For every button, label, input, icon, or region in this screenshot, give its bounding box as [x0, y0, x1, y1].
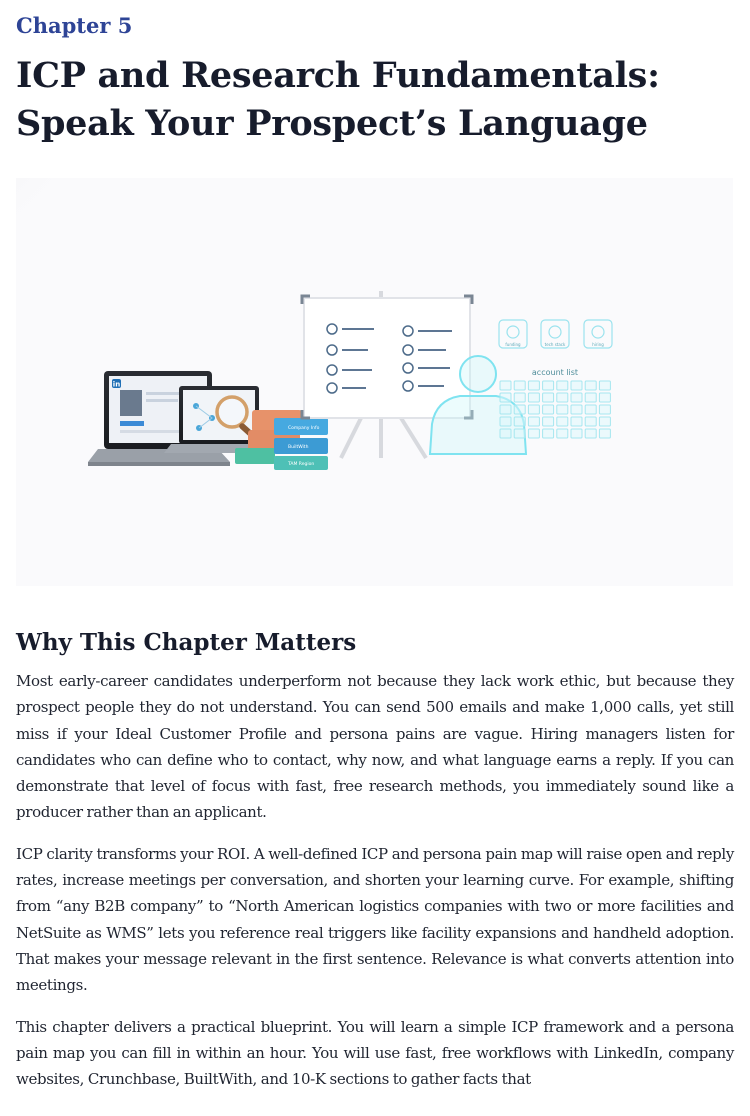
grid-cell — [543, 405, 554, 414]
grid-cell — [599, 393, 610, 402]
grid-cell — [557, 417, 568, 426]
grid-cell — [585, 405, 596, 414]
grid-cell — [571, 381, 582, 390]
paragraph: Most early-career candidates underperform not because they lack work ethic, but because they prospect people they do not understand. You can send 500 emails and make 1,000 calls, yet still miss if your Ideal Customer Profile and persona pains are vague. Hiring managers listen for candidates who can define who to contact, why now, and what language earns a reply. If you can demonstrate that level of focus with fast, free research methods, you immediately sound like a producer rather than an applicant. — [16, 672, 734, 822]
svg-text:Company Info: Company Info — [288, 426, 320, 431]
grid-cell — [585, 429, 596, 438]
grid-cell — [557, 405, 568, 414]
svg-text:hiring: hiring — [592, 342, 604, 347]
grid-cell — [528, 429, 539, 438]
paragraph: This chapter delivers a practical blueprint. You will learn a simple ICP framework and a persona pain map you can fill in within an hour. You will use fast, free workflows with LinkedIn, company websites, Crunchbase, BuiltWith, and 10-K sections to gather facts that — [16, 1017, 734, 1089]
grid-cell — [585, 393, 596, 402]
grid-cell — [543, 393, 554, 402]
grid-cell — [500, 417, 511, 426]
grid-cell — [599, 417, 610, 426]
grid-cell — [528, 417, 539, 426]
svg-text:TAM Region: TAM Region — [288, 462, 315, 467]
grid-cell — [543, 381, 554, 390]
grid-cell — [500, 429, 511, 438]
grid-cell — [571, 393, 582, 402]
svg-text:in: in — [112, 380, 121, 389]
grid-cell — [585, 381, 596, 390]
grid-cell — [571, 429, 582, 438]
grid-cell — [500, 381, 511, 390]
chapter-label: Chapter 5 — [16, 13, 133, 38]
grid-cell — [557, 381, 568, 390]
grid-cell — [557, 429, 568, 438]
grid-cell — [599, 381, 610, 390]
grid-cell — [514, 393, 525, 402]
grid-cell — [500, 393, 511, 402]
grid-cell — [585, 417, 596, 426]
paragraph: ICP clarity transforms your ROI. A well-defined ICP and persona pain map will raise open and reply rates, increase meetings per conversation, and shorten your learning curve. For example, shifting from “any B2B company” to “North American logistics companies with two or more facilities and NetSuite as WMS” lets you reference real triggers like facility expansions and handheld adoption. That makes your message relevant in the first sentence. Relevance is what converts attention into meetings. — [16, 844, 734, 995]
grid-cell — [599, 429, 610, 438]
grid-cell — [514, 381, 525, 390]
grid-cell — [599, 405, 610, 414]
grid-cell — [557, 393, 568, 402]
grid-cell — [571, 417, 582, 426]
svg-text:funding: funding — [505, 342, 521, 347]
grid-cell — [528, 405, 539, 414]
grid-cell — [500, 405, 511, 414]
illustration-svg — [16, 178, 733, 586]
grid-cell — [514, 417, 525, 426]
grid-cell — [514, 405, 525, 414]
chapter-title: ICP and Research Fundamentals: Speak Your Prospect’s Language — [16, 55, 660, 144]
grid-cell — [543, 429, 554, 438]
grid-cell — [528, 381, 539, 390]
grid-cell — [571, 405, 582, 414]
grid-cell — [528, 393, 539, 402]
chapter-illustration — [16, 178, 733, 586]
svg-text:tech stack: tech stack — [544, 342, 566, 347]
section-heading: Why This Chapter Matters — [16, 629, 357, 656]
grid-cell — [543, 417, 554, 426]
svg-text:BuiltWith: BuiltWith — [288, 445, 309, 450]
account-list-label: account list — [531, 368, 579, 377]
grid-cell — [514, 429, 525, 438]
